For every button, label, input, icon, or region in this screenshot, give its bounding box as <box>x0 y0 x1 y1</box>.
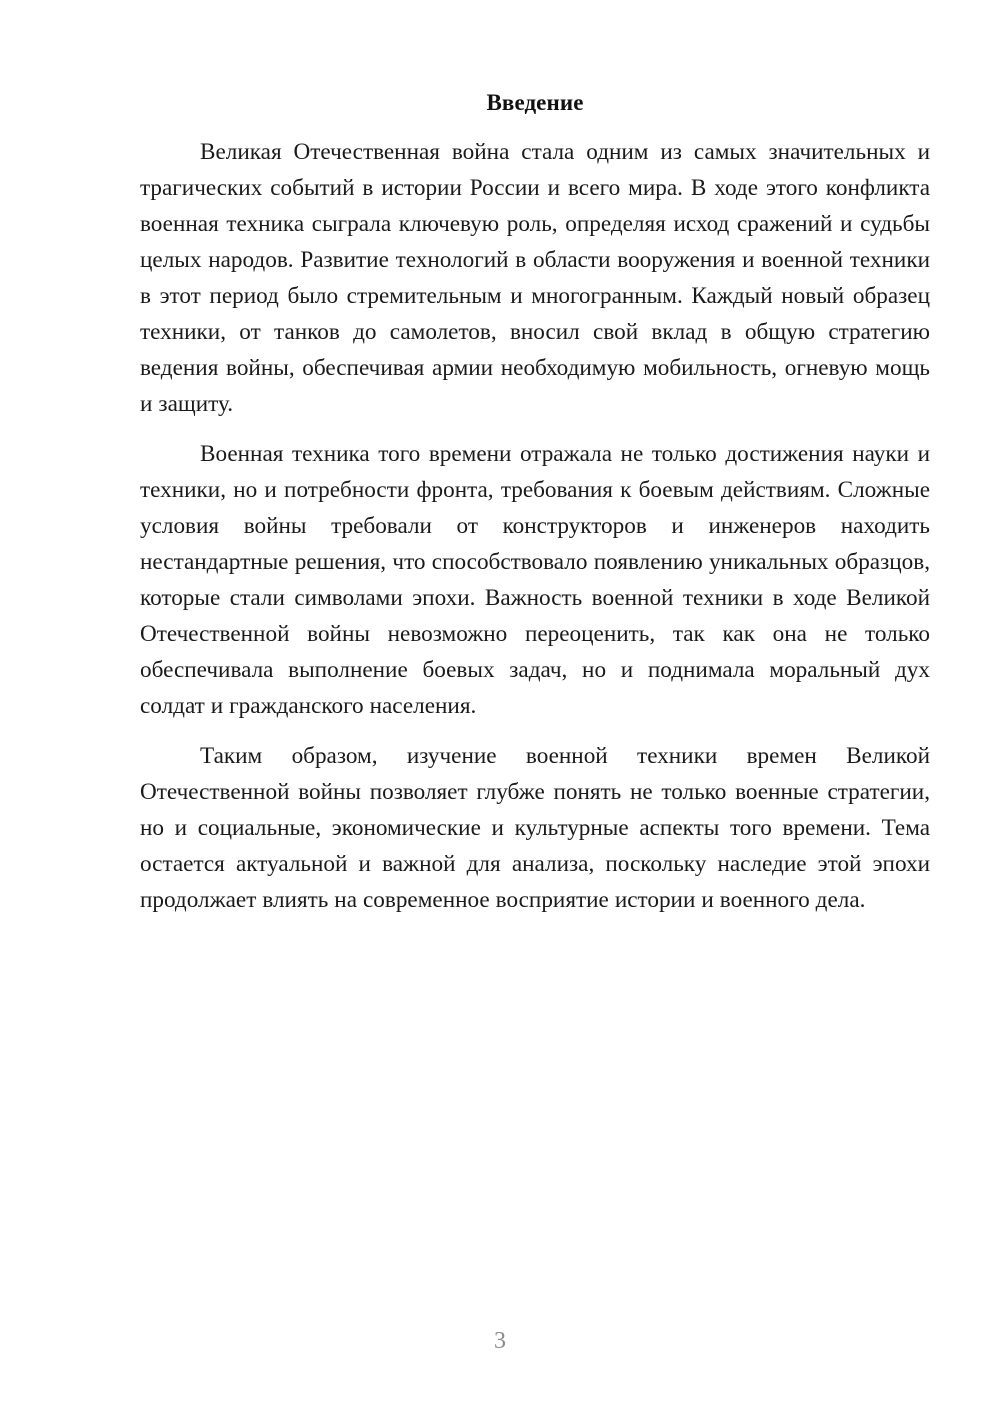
body-paragraph: Таким образом, изучение военной техники времен Великой Отечественной войны позволяет глубже понять не только военные стратегии, но и социальные, экономические и культурные аспекты того времени. Тема остается актуальной и важной для анализа, поскольку наследие этой эпохи продолжает влиять на современное восприятие истории и военного дела. <box>140 743 930 913</box>
page-title: Введение <box>486 90 584 115</box>
page-footer <box>0 1327 1000 1355</box>
page-number: 3 <box>494 1328 506 1354</box>
document-body <box>140 86 930 918</box>
body-paragraph: Военная техника того времени отражала не только достижения науки и техники, но и потребности фронта, требования к боевым действиям. Сложные условия войны требовали от конструкторов и инженеров находить нестандартные решения, что способствовало появлению уникальных образцов, которые стали символами эпохи. Важность военной техники в ходе Великой Отечественной войны невозможно переоценить, так как она не только обеспечивала выполнение боевых задач, но и поднимала моральный дух солдат и гражданского населения. <box>140 441 930 719</box>
body-paragraph: Великая Отечественная война стала одним из самых значительных и трагических событий в истории России и всего мира. В ходе этого конфликта военная техника сыграла ключевую роль, определяя исход сражений и судьбы целых народов. Развитие технологий в области вооружения и военной техники в этот период было стремительным и многогранным. Каждый новый образец техники, от танков до самолетов, вносил свой вклад в общую стратегию ведения войны, обеспечивая армии необходимую мобильность, огневую мощь и защиту. <box>140 139 930 417</box>
